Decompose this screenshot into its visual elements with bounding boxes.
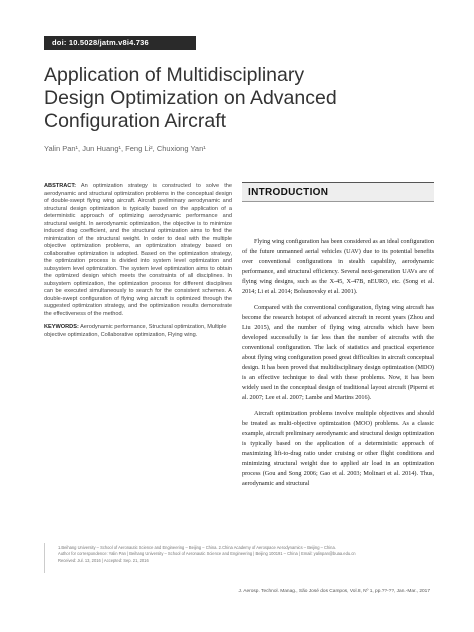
keywords-label: KEYWORDS: [44,324,79,330]
introduction-heading: INTRODUCTION [248,187,329,198]
author-list: Yalin Pan¹, Jun Huang¹, Feng Li², Chuxiong Yan¹ [44,144,206,153]
footnote-divider [44,543,50,573]
keywords [44,324,232,339]
abstract-label: ABSTRACT: [44,183,77,189]
introduction-body [242,237,434,494]
title-line: Application of Multidisciplinary [44,64,305,86]
intro-paragraph: Aircraft optimization problems involve multiple objectives and should be treated as multi-objective optimization (MOO) problems. As a classic example, aircraft preliminary aerodynamic and structural design optimization is typically based on the application of a deterministic approach of maximizing lift-to-drag ratio under cruising or other flight conditions and minimizing structural weight due to applied air load in an optimization process (Gou and Song 2006; Gao et al. 2003; Molinari et al. 2014). Thus, aerodynamic and structural [242,409,434,488]
intro-paragraph: Flying wing configuration has been considered as an ideal configuration of the future unmanned aerial vehicles (UAV) due to its potential benefits over conventional configurations in stealth capability, aerodynamic performance, and structural efficiency. Several next-generation UAVs are of flying wing designs, such as the X-45, X-47B, nEURO, etc. (Song et al. 2014; Li et al. 2014; Bolsunovsky et al. 2001). [242,238,434,296]
abstract-text: An optimization strategy is constructed to solve the aerodynamic and structural optimization problems in the conceptual design of double-swept flying wing aircraft. Aircraft preliminary aerodynamic and structural design optimization is typically based on the application of a deterministic approach of optimizing aerodynamic performance and structural weight. In aerodynamic optimization, the objective is to minimize induced drag coefficient, and the structural optimization aims to find the minimization of the structural weight. In order to deal with the multiple objective optimization problems, an optimization strategy based on collaborative optimization is adopted. Based on the optimization strategy, the optimization process is divided into system level optimization and subsystem level optimization. The system level optimization aims to obtain the optimized design which meets the constraints of all disciplines. In subsystem optimization, the optimization process for different disciplines can be executed simultaneously to search for the consistent schemes. A double-swept configuration of flying wing aircraft is optimized through the suggested optimization strategy, and the optimization results demonstrate the effectiveness of the method. [44,183,232,317]
footnotes [58,545,438,564]
paper-title [44,64,444,133]
correspondence-note: Author for correspondence: Yalin Pan | Beihang University – School of Aeronautic Science and Engineering | Beijing 100191 – China | Email: yalinpan@buaa.edu.cn [58,551,356,557]
introduction-heading-box [242,182,434,202]
left-column [44,183,232,339]
intro-paragraph: Compared with the conventional configuration, flying wing aircraft has become the research hotspot of advanced aircraft in recent years (Zhou and Liu 2015), and the number of flying wing aircrafts which have been developed successfully is far less than the number of aircrafts with the conventional configuration. The lack of statistics and practical experience about flying wing configuration posed great difficulties in aircraft conceptual design. It has been proved that multidisciplinary design optimization (MDO) is an effective technique to deal with these problems. Now, it has been widely used in the conceptual design of traditional layout aircraft (Piperni et al. 2007; Lee et al. 2007; Lambe and Martins 2016). [242,303,434,402]
affiliation-note: 1.Beihang University – School of Aeronautic Science and Engineering – Beijing – China. 2.China Academy of Aerospace Aerodynamics – Beijing – China. [58,545,336,550]
journal-citation: J. Aerosp. Technol. Manag., São José dos Campos, Vol.8, Nº 1, pp.??-??, Jan.-Mar., 2017 [238,589,430,594]
dates-note: Received: Jul. 13, 2016 | Accepted: Sep. 21, 2016 [58,557,149,563]
keywords-text: Aerodynamic performance, Structural optimization, Multiple objective optimization, Collaborative optimization, Flying wing. [44,324,227,338]
title-line: Design Optimization on Advanced [44,87,337,109]
doi-badge[interactable]: doi: 10.5028/jatm.v8i4.736 [44,36,196,50]
title-line: Configuration Aircraft [44,110,227,132]
abstract [44,183,232,318]
